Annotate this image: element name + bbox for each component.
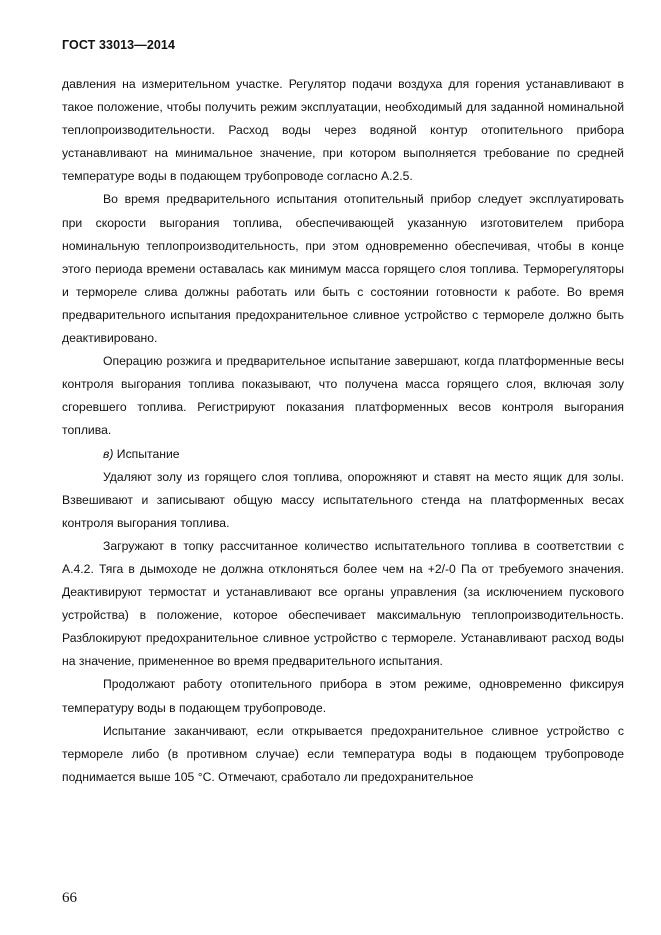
paragraph-continuation: давления на измерительном участке. Регулятор подачи воздуха для горения устанавливают в такое положение, чтобы получить режим эксплуатации, необходимый для заданной номинальной теплопроизводительности. Расход воды через водяной контур отопительного прибора устанавливают на минимальное значение, при котором выполняется требование по средней температуре воды в подающем трубопроводе согласно А.2.5. [62, 77, 624, 184]
document-body [62, 73, 624, 789]
paragraph-preliminary-test: Во время предварительного испытания отопительный прибор следует эксплуатировать при скорости выгорания топлива, обеспечивающей указанную изготовителем прибора номинальную теплопроизводительность, при этом одновременно обеспечивая, чтобы в конце этого периода времени оставалась как минимум масса горящего слоя топлива. Терморегуляторы и термореле слива должны работать или быть с состоянии готовности к работе. Во время предварительного испытания предохранительное сливное устройство с термореле должно быть деактивировано. [62, 192, 624, 346]
paragraph-continue-operation: Продолжают работу отопительного прибора в этом режиме, одновременно фиксируя температуру воды в подающем трубопроводе. [62, 677, 624, 715]
paragraph-ash-removal: Удаляют золу из горящего слоя топлива, опорожняют и ставят на место ящик для золы. Взвешивают и записывают общую массу испытательного стенда на платформенных весах контроля выгорания топлива. [62, 469, 624, 530]
section-heading-test [62, 443, 624, 466]
paragraph-ignition-completion: Операцию розжига и предварительное испытание завершают, когда платформенные весы контроля выгорания топлива показывают, что получена масса горящего слоя, включая золу сгоревшего топлива. Регистрируют показания платформенных весов контроля выгорания топлива. [62, 354, 624, 438]
page-number: 66 [62, 890, 77, 906]
standard-header: ГОСТ 33013—2014 [62, 38, 176, 52]
paragraph-fuel-loading: Загружают в топку рассчитанное количество испытательного топлива в соответствии с А.4.2. Тяга в дымоходе не должна отклоняться более чем на +2/-0 Па от требуемого значения. Деактивируют термостат и устанавливают все органы управления (за исключением пускового устройства) в положение, которое обеспечивает максимальную теплопроизводительность. Разблокируют предохранительное сливное устройство с термореле. Устанавливают расход воды на значение, примененное во время предварительного испытания. [62, 538, 624, 669]
paragraph-test-end: Испытание заканчивают, если открывается предохранительное сливное устройство с термореле либо (в противном случае) если температура воды в подающем трубопроводе поднимается выше 105 °C. Отмечают, сработало ли предохранительное [62, 723, 624, 784]
section-title: Испытание [113, 446, 180, 461]
section-letter: в) [103, 446, 114, 461]
